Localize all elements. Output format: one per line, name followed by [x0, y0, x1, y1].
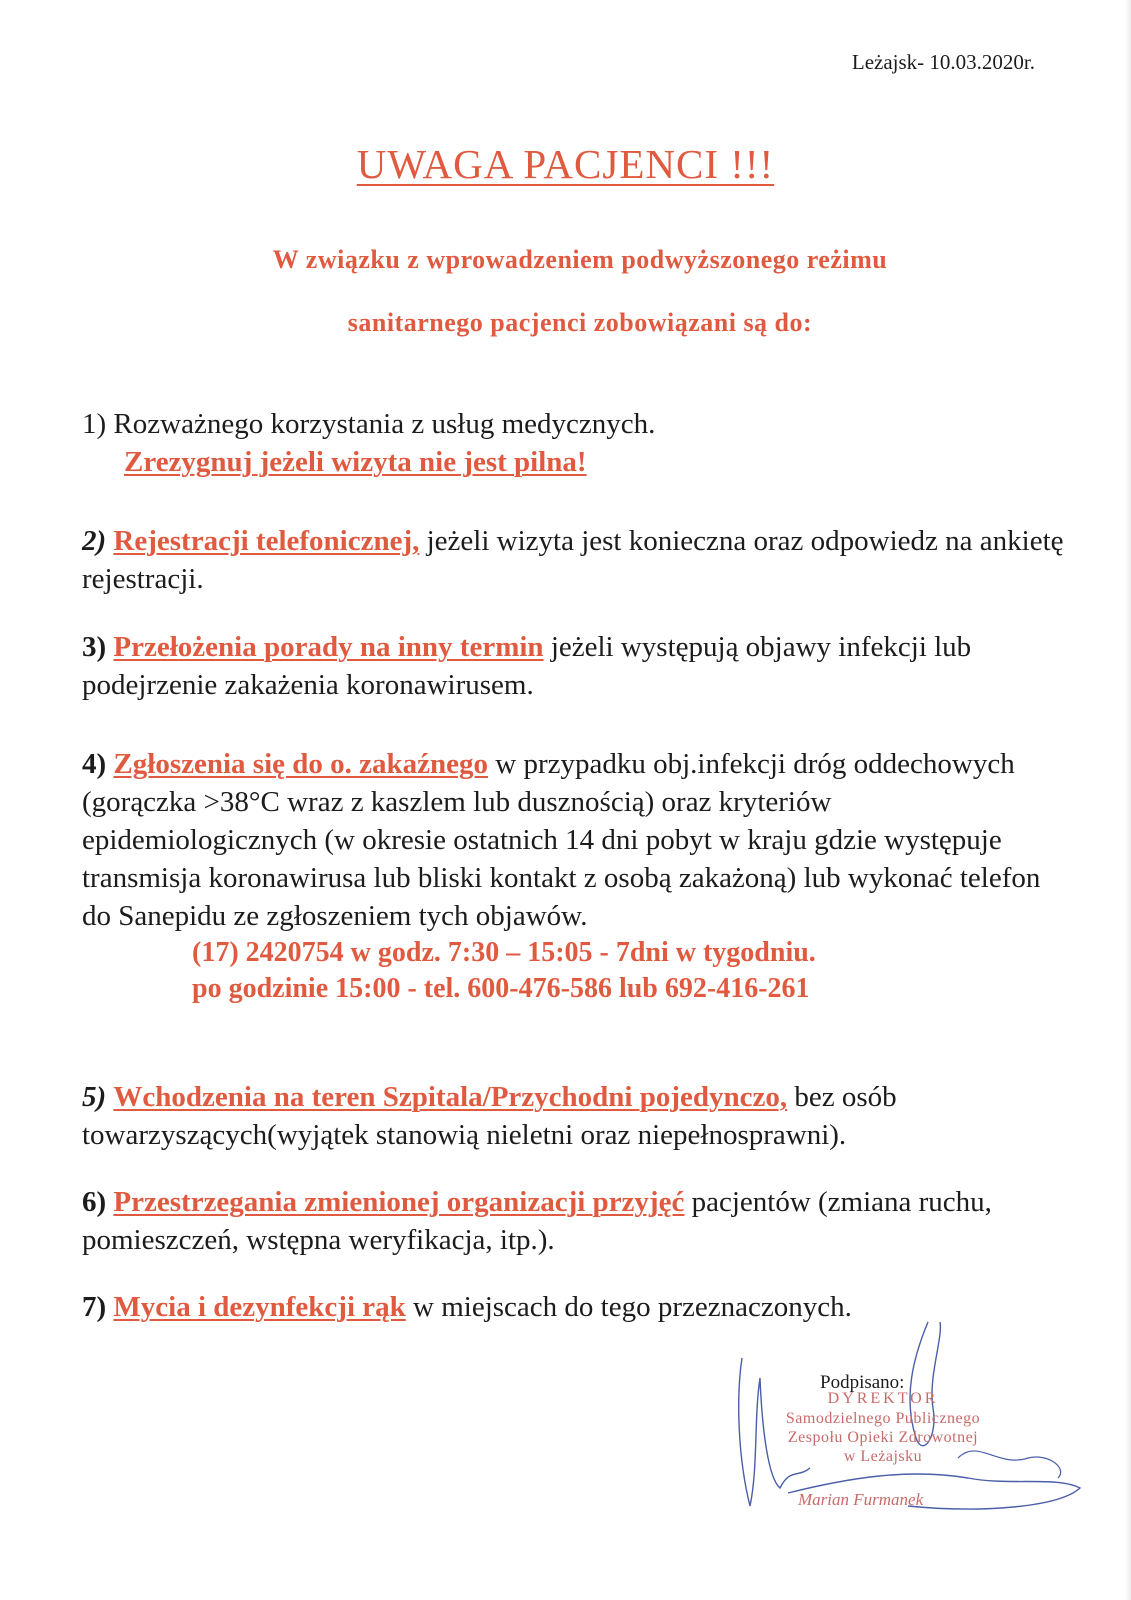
- item-text: bez osób towarzyszących(wyjątek stanowią nieletni oraz niepełnosprawni).: [82, 1081, 897, 1151]
- item-text: pacjentów (zmiana ruchu, pomieszczeń, wstępna weryfikacja, itp.).: [82, 1186, 992, 1256]
- item-number: 1): [82, 408, 107, 440]
- item-highlight: Zrezygnuj jeżeli wizyta nie jest pilna!: [124, 446, 587, 478]
- item-number: 5): [82, 1081, 107, 1113]
- page-edge-shadow: [1125, 0, 1131, 1600]
- signature-stamp: [728, 1318, 1088, 1518]
- item-highlight: Zgłoszenia się do o. zakaźnego: [113, 748, 489, 780]
- page-title: UWAGA PACJENCI !!!: [356, 141, 775, 187]
- stamp-line-2: Zespołu Opieki Zdrowotnej: [787, 1429, 979, 1446]
- signatory-name: Marian Furmanek: [798, 1490, 924, 1509]
- list-item-4: [82, 745, 1072, 1007]
- phone-line-1: (17) 2420754 w godz. 7:30 – 15:05 - 7dni w tygodniu.: [192, 937, 816, 968]
- subtitle-line-1: W związku z wprowadzeniem podwyższonego reżimu: [272, 245, 888, 274]
- stamp-line-1: Samodzielnego Publicznego: [785, 1410, 981, 1427]
- item-text: w przypadku obj.infekcji dróg oddechowych (gorączka >38°C wraz z kaszlem lub dusznością) oraz kryteriów epidemiologicznych (w okresie ostatnich 14 dni pobyt w kraju gdzie występuje transmisja koronawirusa lub bliski kontakt z osobą zakażoną) lub wykonać telefon do Sanepidu ze zgłoszeniem tych objawów.: [82, 748, 1041, 932]
- subtitle-line-2: sanitarnego pacjenci zobowiązani są do:: [347, 308, 813, 337]
- subtitle: [150, 228, 1010, 354]
- item-highlight: Rejestracji telefonicznej,: [113, 525, 420, 557]
- list-item-5: [82, 1078, 1072, 1154]
- item-highlight: Wchodzenia na teren Szpitala/Przychodni pojedynczo,: [113, 1081, 788, 1113]
- document-date: Leżajsk- 10.03.2020r.: [851, 50, 1035, 74]
- item-text: jeżeli występują objawy infekcji lub podejrzenie zakażenia koronawirusem.: [82, 631, 972, 701]
- item-highlight: Przestrzegania zmienionej organizacji przyjęć: [113, 1186, 685, 1218]
- item-number: 6): [82, 1186, 107, 1218]
- list-item-2: [82, 522, 1072, 598]
- phone-line-2: po godzinie 15:00 - tel. 600-476-586 lub 692-416-261: [192, 973, 810, 1004]
- item-text: jeżeli wizyta jest konieczna oraz odpowiedz na ankietę rejestracji.: [82, 525, 1064, 595]
- list-item-1: [82, 405, 1072, 481]
- item-number: 4): [82, 748, 107, 780]
- item-highlight: Mycia i dezynfekcji rąk: [113, 1291, 406, 1323]
- stamp-line-3: w Leżajsku: [843, 1448, 923, 1465]
- stamp-title: DYREKTOR: [827, 1390, 939, 1407]
- signed-label: Podpisano:: [820, 1372, 905, 1393]
- item-number: 2): [82, 525, 107, 557]
- item-number: 3): [82, 631, 107, 663]
- list-item-3: [82, 628, 1072, 704]
- list-item-6: [82, 1183, 1072, 1259]
- item-text: Rozważnego korzystania z usług medycznych.: [113, 408, 656, 440]
- item-highlight: Przełożenia porady na inny termin: [113, 631, 544, 663]
- item-number: 7): [82, 1291, 107, 1323]
- item-text: w miejscach do tego przeznaczonych.: [405, 1291, 852, 1323]
